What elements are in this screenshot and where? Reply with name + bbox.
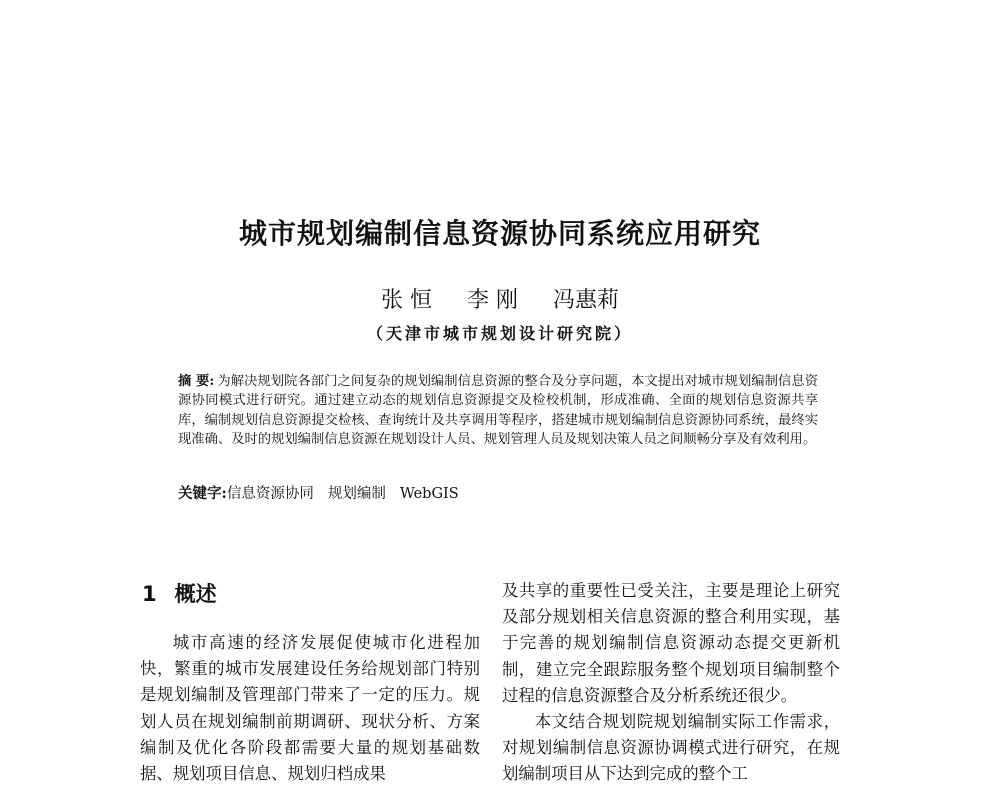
body-paragraph: 及共享的重要性已受关注，主要是理论上研究及部分规划相关信息资源的整合利用实现，基于完善的规划编制信息资源动态提交更新机制，建立完全跟踪服务整个规划项目编制整个过程的信息资源整合及分析系统还很少。 [502, 581, 840, 705]
keyword: 信息资源协同 [226, 486, 314, 502]
author-name: 李 刚 [466, 288, 518, 313]
author-list [0, 283, 1000, 314]
abstract-label: 摘 要: [178, 374, 215, 389]
affiliation: （天津市城市规划设计研究院） [366, 324, 633, 343]
keyword: WebGIS [399, 486, 459, 502]
keywords-label: 关键字: [178, 485, 227, 502]
section-number: 1 [142, 582, 157, 606]
paper-title: 城市规划编制信息资源协同系统应用研究 [238, 217, 761, 250]
keyword: 规划编制 [327, 486, 386, 502]
body-paragraph: 本文结合规划院规划编制实际工作需求，对规划编制信息资源协调模式进行研究，在规划编制项目从下达到完成的整个工 [502, 712, 840, 784]
abstract [178, 372, 818, 450]
author-name: 张 恒 [380, 288, 432, 313]
left-column [140, 630, 480, 787]
abstract-text: 为解决规划院各部门之间复杂的规划编制信息资源的整合及分享问题，本文提出对城市规划编制信息资源协同模式进行研究。通过建立动态的规划信息资源提交及检校机制，形成准确、全面的规划信息资源共享库，编制规划信息资源提交检核、查询统计及共享调用等程序，搭建城市规划编制信息资源协同系统，最终实现准确、及时的规划编制信息资源在规划设计人员、规划管理人员及规划决策人员之间顺畅分享及有效利用。 [178, 374, 818, 448]
section-title: 概述 [174, 582, 217, 606]
keywords [178, 482, 818, 503]
author-name: 冯惠莉 [552, 288, 619, 313]
body-paragraph: 城市高速的经济发展促使城市化进程加快，繁重的城市发展建设任务给规划部门特别是规划编制及管理部门带来了一定的压力。规划人员在规划编制前期调研、现状分析、方案编制及优化各阶段都需要大量的规划基础数据、规划项目信息、规划归档成果 [140, 633, 480, 784]
section-heading [142, 578, 217, 608]
right-column [502, 578, 840, 788]
